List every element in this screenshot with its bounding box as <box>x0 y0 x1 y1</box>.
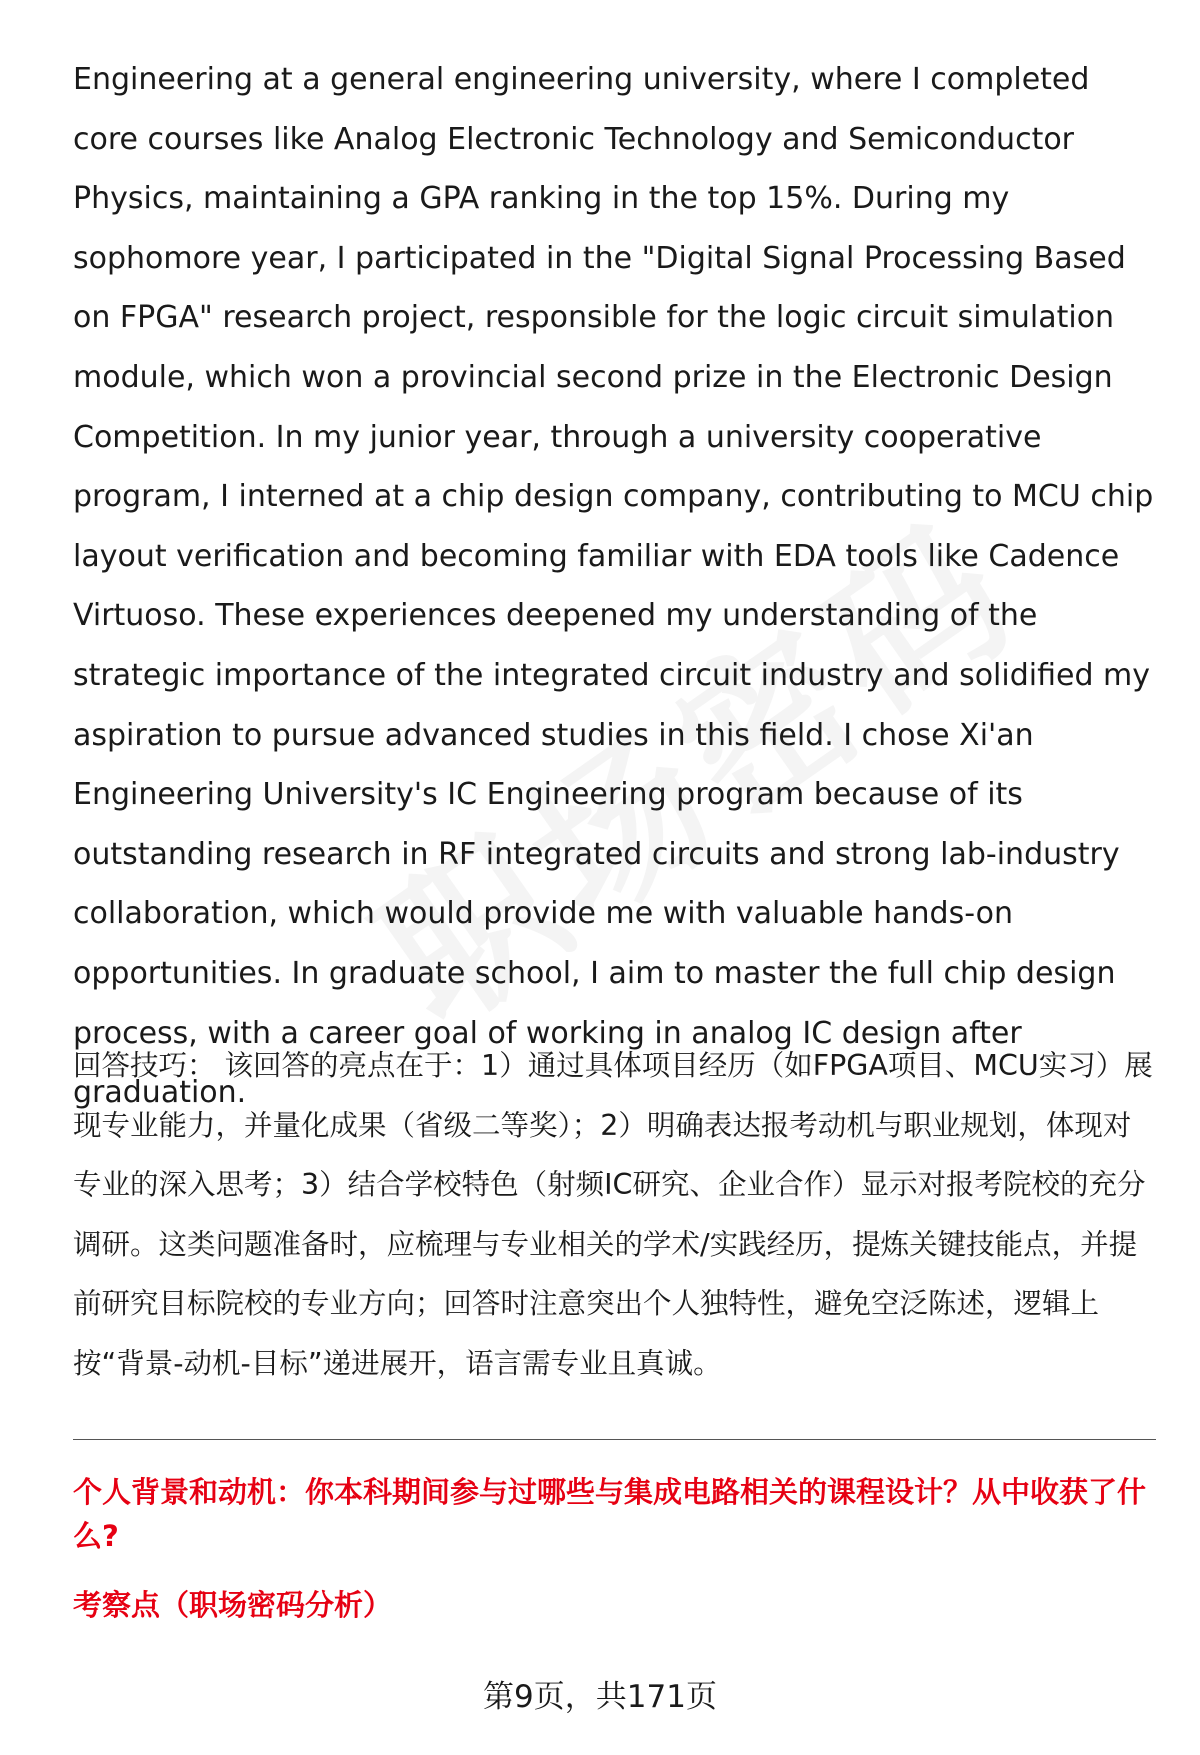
section-label: 考察点（职场密码分析） <box>73 1588 393 1622</box>
page-indicator: 第9页，共171页 <box>483 1679 717 1715</box>
section-divider <box>73 1439 1156 1440</box>
answer-tip-paragraph: 回答技巧： 该回答的亮点在于：1）通过具体项目经历（如FPGA项目、MCU实习）展现专业能力，并量化成果（省级二等奖）；2）明确表达报考动机与职业规划，体现对专业的深入思考；3）结合学校特色（射频IC研究、企业合作）显示对报考院校的充分调研。这类问题准备时，应梳理与专业相关的学术/实践经历，提炼关键技能点，并提前研究目标院校的专业方向；回答时注意突出个人独特性，避免空泛陈述，逻辑上按“背景-动机-目标”递进展开，语言需专业且真诚。 <box>73 1049 1153 1380</box>
answer-paragraph: Engineering at a general engineering university, where I completed core courses like Analog Electronic Technology and Semiconductor Physics, maintaining a GPA ranking in the top 15%. During my sophomore year, I participated in the "Digital Signal Processing Based on FPGA" research project, responsible for the logic circuit simulation module, which won a provincial second prize in the Electronic Design Competition. In my junior year, through a university cooperative program, I interned at a chip design company, contributing to MCU chip layout verification and becoming familiar with EDA tools like Cadence Virtuoso. These experiences deepened my understanding of the strategic importance of the integrated circuit industry and solidified my aspiration to pursue advanced studies in this field. I chose Xi'an Engineering University's IC Engineering program because of its outstanding research in RF integrated circuits and strong lab-industry collaboration, which would provide me with valuable hands-on opportunities. In graduate school, I aim to master the full chip design process, with a career goal of working in analog IC design after graduation. <box>73 62 1154 1111</box>
question-title: 个人背景和动机：你本科期间参与过哪些与集成电路相关的课程设计？从中收获了什么? <box>73 1475 1147 1553</box>
